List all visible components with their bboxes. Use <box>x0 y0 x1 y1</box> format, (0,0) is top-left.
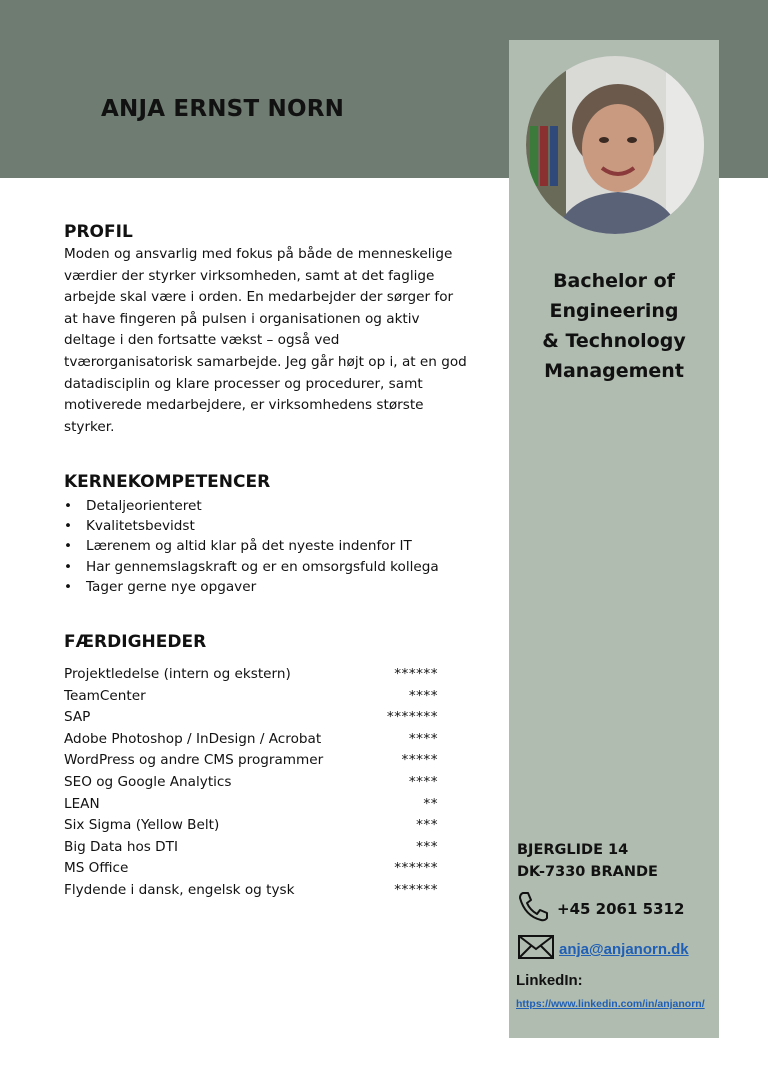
list-item: • Lærenem og altid klar på det nyeste indenfor IT <box>64 536 439 556</box>
skill-row <box>64 664 438 686</box>
skills-heading: FÆRDIGHEDER <box>64 632 207 652</box>
profile-line: Moden og ansvarlig med fokus på både de menneskelige <box>64 246 453 262</box>
skill-row <box>64 815 438 837</box>
profile-line: styrker. <box>64 418 115 435</box>
skill-rating: **** <box>408 773 438 790</box>
address-city: DK-7330 BRANDE <box>517 864 658 880</box>
skill-rating: **** <box>408 730 438 747</box>
competencies-list <box>64 496 439 597</box>
profile-heading: PROFIL <box>64 222 133 242</box>
profile-line: værdier der styrker virksomheden, samt at det faglige <box>64 267 435 284</box>
skill-name: MS Office <box>64 860 129 877</box>
address-street: BJERGLIDE 14 <box>517 842 629 858</box>
skill-name: Big Data hos DTI <box>64 838 178 855</box>
list-item: • Tager gerne nye opgaver <box>64 577 439 597</box>
skill-name: Flydende i dansk, engelsk og tysk <box>64 881 295 898</box>
email-row <box>517 934 689 965</box>
phone-icon <box>517 890 551 927</box>
phone-row <box>517 890 684 927</box>
linkedin-label: LinkedIn: <box>516 972 583 989</box>
competencies-heading: KERNEKOMPETENCER <box>64 472 271 492</box>
skill-name: Projektledelse (intern og ekstern) <box>64 666 291 682</box>
skill-row <box>64 858 438 880</box>
skill-row <box>64 880 438 902</box>
skill-rating: ***** <box>401 752 438 769</box>
skill-name: LEAN <box>64 795 100 812</box>
skill-rating: ****** <box>394 666 438 682</box>
skill-rating: *** <box>416 817 438 834</box>
skill-name: SAP <box>64 709 91 726</box>
degree-line: Management <box>544 360 684 382</box>
skill-rating: ******* <box>386 709 438 726</box>
profile-line: tværorganisatorisk samarbejde. Jeg går højt op i, at en god <box>64 353 467 370</box>
skill-row <box>64 772 438 794</box>
skill-rating: *** <box>416 838 438 855</box>
profile-line: deltage i den fortsatte vækst – også ved <box>64 332 340 349</box>
profile-text <box>64 244 467 438</box>
skill-row <box>64 837 438 859</box>
list-item: • Har gennemslagskraft og er en omsorgsfuld kollega <box>64 557 439 577</box>
skill-rating: ** <box>423 795 438 812</box>
person-name: ANJA ERNST NORN <box>101 96 345 122</box>
degree-line: Engineering <box>549 300 679 322</box>
email-link[interactable]: anja@anjanorn.dk <box>559 941 689 958</box>
skill-name: SEO og Google Analytics <box>64 773 232 790</box>
skill-rating: **** <box>408 687 438 704</box>
degree-line: Bachelor of <box>553 270 675 292</box>
skill-row <box>64 707 438 729</box>
skills-table <box>64 664 438 902</box>
skill-name: Six Sigma (Yellow Belt) <box>64 817 220 834</box>
list-item: • Detaljeorienteret <box>64 496 439 516</box>
skill-name: TeamCenter <box>64 687 146 704</box>
list-item: • Kvalitetsbevidst <box>64 516 439 536</box>
skill-rating: ****** <box>394 881 438 898</box>
linkedin-link[interactable]: https://www.linkedin.com/in/anjanorn/ <box>516 998 705 1010</box>
degree-line: & Technology <box>542 330 686 352</box>
skill-name: WordPress og andre CMS programmer <box>64 752 324 769</box>
profile-line: datadisciplin og klare processer og procedurer, samt <box>64 375 423 392</box>
profile-photo <box>526 56 704 234</box>
skill-rating: ****** <box>394 860 438 877</box>
profile-line: motiverede medarbejdere, er virksomhedens største <box>64 397 424 414</box>
degree-title <box>519 266 709 386</box>
profile-line: at have fingeren på pulsen i organisationen og aktiv <box>64 310 420 327</box>
skill-row <box>64 794 438 816</box>
skill-row <box>64 750 438 772</box>
skill-row <box>64 729 438 751</box>
profile-line: arbejde skal være i orden. En medarbejder der sørger for <box>64 289 454 306</box>
skill-name: Adobe Photoshop / InDesign / Acrobat <box>64 730 322 747</box>
skill-row <box>64 686 438 708</box>
phone-number[interactable]: +45 2061 5312 <box>557 899 685 918</box>
envelope-icon <box>517 934 555 965</box>
